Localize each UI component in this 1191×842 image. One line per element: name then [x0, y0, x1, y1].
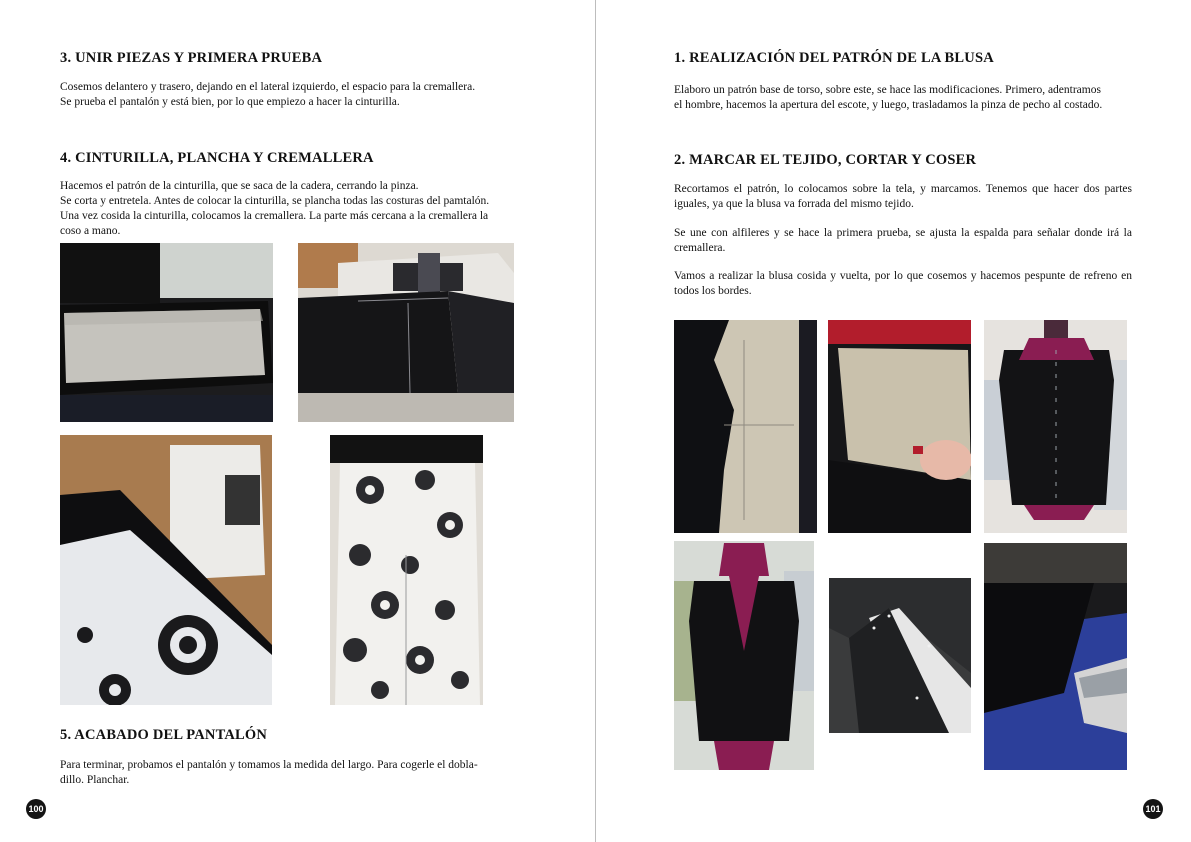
photo-blouse-back-first-fitting — [984, 320, 1127, 533]
section3-text — [60, 80, 540, 110]
section3-line-2: Se prueba el pantalón y está bien, por lo que empiezo a hacer la cinturilla. — [60, 96, 400, 108]
section5-heading: 5. ACABADO DEL PANTALÓN — [60, 727, 268, 743]
section4-text — [60, 179, 540, 239]
section1-line-2: el hombre, hacemos la apertura del escote, y luego, trasladamos la pinza de pecho al costado. — [674, 99, 1103, 111]
section4-line-1: Hacemos el patrón de la cinturilla, que se saca de la cadera, cerrando la pinza. — [60, 180, 419, 192]
section1-heading: 1. REALIZACIÓN DEL PATRÓN DE LA BLUSA — [674, 50, 994, 66]
section4-line-3: Una vez cosida la cinturilla, colocamos la cremallera. La parte más cercana a la cremallera la — [60, 210, 489, 222]
photo-sewing-machine-waistband — [298, 243, 514, 422]
photo-ironing-blouse — [984, 543, 1127, 770]
right-page — [596, 0, 1191, 842]
section4-line-2: Se corta y entretela. Antes de colocar la cinturilla, se plancha todas las costuras del pamtalón. — [60, 195, 490, 207]
left-page — [0, 0, 595, 842]
section1-text — [674, 83, 1136, 113]
section2-paragraph-3: Vamos a realizar la blusa cosida y vuelta, por lo que cosemos y hacemos pespunte de refreno en todos los bordes. — [674, 270, 1132, 297]
section5-line-1: Para terminar, probamos el pantalón y tomamos la medida del largo. Para cogerle el dobla- — [60, 759, 478, 771]
photo-pinned-seam-closeup — [829, 578, 971, 733]
photo-waistband-interfacing — [60, 243, 273, 422]
photo-blouse-front-on-form — [674, 541, 814, 770]
section1-line-1: Elaboro un patrón base de torso, sobre este, se hace las modificaciones. Primero, adentramos — [674, 84, 1101, 96]
photo-pinned-lining — [828, 320, 971, 533]
photo-pattern-on-fabric — [674, 320, 817, 533]
section3-heading: 3. UNIR PIEZAS Y PRIMERA PRUEBA — [60, 50, 323, 66]
section2-paragraph-1: Recortamos el patrón, lo colocamos sobre la tela, y marcamos. Tenemos que hacer dos partes iguales, ya que la blusa va forrada del mismo tejido. — [674, 183, 1132, 210]
page-number-left: 100 — [26, 799, 46, 819]
photo-zipper-closeup — [60, 435, 272, 705]
photo-finished-trousers — [330, 435, 483, 705]
section4-line-4: coso a mano. — [60, 225, 121, 237]
section5-line-2: dillo. Planchar. — [60, 774, 130, 786]
section2-heading: 2. MARCAR EL TEJIDO, CORTAR Y COSER — [674, 152, 977, 168]
section3-line-1: Cosemos delantero y trasero, dejando en el lateral izquierdo, el espacio para la cremallera. — [60, 81, 476, 93]
section4-heading: 4. CINTURILLA, PLANCHA Y CREMALLERA — [60, 150, 374, 166]
page-number-right: 101 — [1143, 799, 1163, 819]
section2-paragraph-2: Se une con alfileres y se hace la primera prueba, se ajusta la espalda para señalar donde irá la cremallera. — [674, 227, 1132, 254]
section5-text — [60, 758, 540, 788]
